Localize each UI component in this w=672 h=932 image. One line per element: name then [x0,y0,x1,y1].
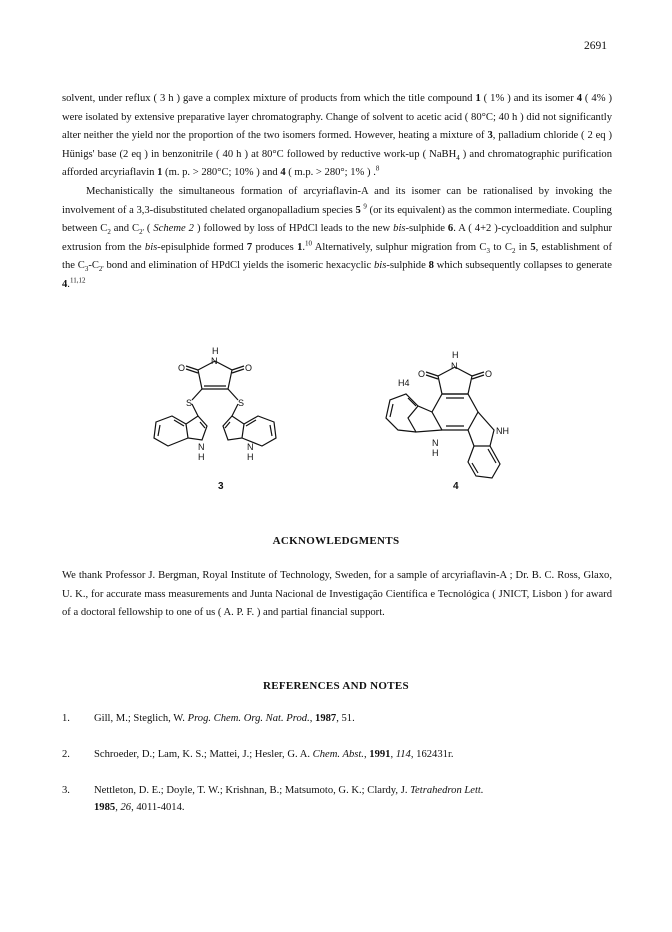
structures-svg [0,342,672,502]
compound-label-4: 4 [453,481,459,492]
atom-label: S [238,398,245,408]
reference-journal: Chem. Abst. [312,749,364,760]
reference-volume: 114 [395,749,411,760]
atom-label: H [212,346,219,356]
chemical-structures-figure [0,342,672,502]
reference-authors: Gill, M.; Steglich, W. [94,713,185,724]
reference-body: Gill, M.; Steglich, W. Prog. Chem. Org. Nat. Prod., 1987, 51. [94,713,355,724]
references-heading: REFERENCES AND NOTES [263,680,409,692]
reference-journal: Prog. Chem. Org. Nat. Prod. [187,713,310,724]
atom-label: S [186,398,193,408]
body-text [62,90,612,295]
reference-body [94,782,604,799]
reference-number: 1. [62,713,70,724]
page-number: 2691 [584,40,607,52]
reference-year: 1991 [369,749,391,760]
atom-label: O [485,369,493,379]
atom-label: H [247,452,254,462]
reference-pages: , 162431r. [410,749,454,760]
compound-3-atom-labels [178,346,254,462]
reference-year: 1985 [94,802,116,813]
reference-year: 1987 [315,713,337,724]
reference-number: 3. [62,785,70,796]
reference-body: Schroeder, D.; Lam, K. S.; Mattei, J.; Hesler, G. A. Chem. Abst., 1991, 114, 162431r. [94,749,454,760]
reference-authors: Nettleton, D. E.; Doyle, T. W.; Krishnan, B.; Matsumoto, G. K.; Clardy, J. [94,785,408,796]
atom-label: H4 [398,378,410,388]
reference-volume: 26 [120,802,132,813]
atom-label: H [198,452,205,462]
reference-journal: Tetrahedron Lett. [410,785,484,796]
paragraph-2: Mechanistically the simultaneous formation of arcyriaflavin-A and its isomer can be rationalised by invoking the involvement of a 3,3-disubstituted chelated organopalladium species 5 $^9$ (or its equivalent) as the common intermediate. Coupling between $C_2$ and $C_{2'}$ ( Scheme 2 ) followed by loss of HPdCl leads to the new bis-sulphide 6. A ( 4+2 )-cycloaddition and sulphur extrusion from the bis-episulphide formed 7 produces 1.10 Alternatively, sulphur migration from $C_3$ to $C_2$ in 5, establishment of the $C_3-C_{2'}$ bond and elimination of HPdCl yields the isomeric hexacyclic bis-sulphide 8 which subsequently collapses to generate 4.$^{11,12}$ [62,185,613,290]
atom-label: N [247,442,254,452]
compound-3-structure [154,361,276,446]
reference-continuation: 1985, 26, 4011-4014. [94,802,185,813]
atom-label: N [198,442,205,452]
atom-label: H [432,448,439,458]
reference-pages: , 4011-4014. [131,802,185,813]
acknowledgments-text: We thank Professor J. Bergman, Royal Institute of Technology, Sweden, for a sample of arcyriaflavin-A ; Dr. B. C. Ross, Glaxo, U. K., for accurate mass measurements and Junta Nacional de Investigação Científica e Tecnológica ( JNICT, Lisbon ) for award of a doctoral fellowship to one of us ( A. P. F. ) and partial financial support. [62,570,612,619]
atom-label: N [432,438,439,448]
atom-label: NH [496,426,509,436]
atom-label: O [245,363,253,373]
reference-pages: , 51. [336,713,355,724]
atom-label: H [452,350,459,360]
acknowledgments-heading: ACKNOWLEDGMENTS [272,535,400,547]
atom-label: O [178,363,186,373]
atom-label: N [451,361,458,371]
atom-label: O [418,369,426,379]
paragraph-1: solvent, under reflux ( 3 h ) gave a complex mixture of products from which the title compound 1 ( 1% ) and its isomer 4 ( 4% ) were isolated by extensive preparative layer chromatography. Change of solvent to acetic acid ( 80°C; 40 h ) did not significantly alter neither the yield nor the proportion of the two isomers formed. However, heating a mixture of 3, palladium chloride ( 2 eq ) Hünigs' base (2 eq ) in benzonitrile ( 40 h ) at 80°C followed by reductive work-up ( NaBH$_4$ ) and chromatographic purification afforded arcyriaflavin 1 (m. p. > 280°C; 10% ) and 4 ( m.p. > 280°; 1% ) .$^8$ [62,93,613,179]
compound-label-3: 3 [218,481,224,492]
atom-label: N [211,356,218,366]
reference-number: 2. [62,749,70,760]
reference-authors: Schroeder, D.; Lam, K. S.; Mattei, J.; Hesler, G. A. [94,749,310,760]
